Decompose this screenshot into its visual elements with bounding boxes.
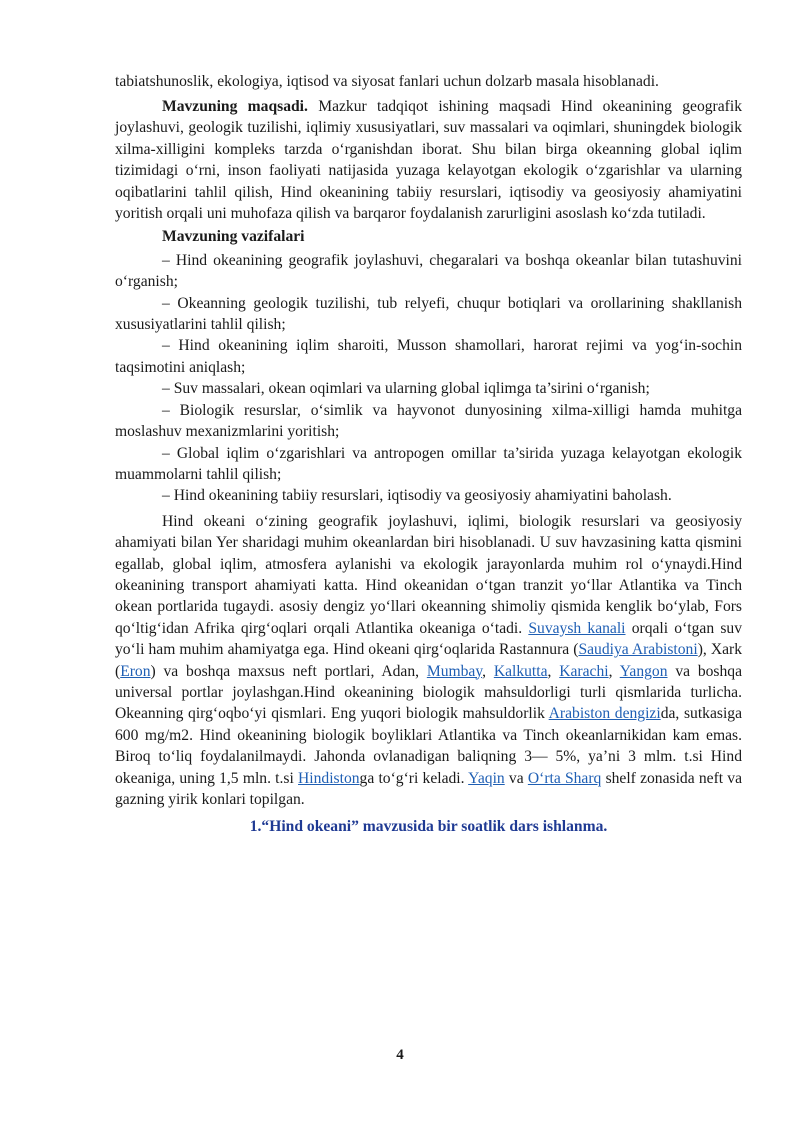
main-text: Hind okeani o‘zining geografik joylashuvi, iqlimi, biologik resurslari va geosiyosiy ahamiyati bilan Yer sharidagi muhim okeanlardan biri hisoblanadi. U suv havzasining katta qismini egallab, global iqlim, atmosfera aylanishi va ekologik jarayonlarda muhim rol o‘ynaydi.Hind okeanining transport ahamiyati katta. Hind okeanidan o‘tgan tranzit yo‘llar Atlantika va Tinch okean portlarida tugaydi. asosiy dengiz yo‘llari okeanning shimoliy qismida kenglik bo‘ylab, Fors qo‘ltig‘idan Afrika qirg‘oqlari orqali Atlantika okeaniga o‘tadi. — [115, 512, 742, 637]
main-paragraph — [115, 511, 742, 811]
goal-label: Mavzuning maqsadi. — [162, 98, 308, 115]
link-saudiya-arabistoni[interactable]: Saudiya Arabistoni — [578, 641, 698, 659]
list-item: – Hind okeanining geografik joylashuvi, chegaralari va boshqa okeanlar bilan tutashuvini o‘rganish; — [115, 251, 742, 291]
main-text: , — [608, 662, 620, 680]
main-text: , — [482, 662, 494, 680]
main-text: va boshqa universal portlar joylashgan.Hind okeanining biologik mahsuldorligi turli qismlarida turlicha. Okeanning qirg‘oqbo‘yi qismlari. Eng yuqori biologik mahsuldorlik — [115, 662, 743, 723]
intro-paragraph: tabiatshunoslik, ekologiya, iqtisod va siyosat fanlari uchun dolzarb masala hisoblanadi. — [115, 73, 659, 90]
link-karachi[interactable]: Karachi — [559, 662, 609, 680]
main-text: da, sutkasiga 600 mg/m2. Hind okeanining biologik boyliklari Atlantika va Tinch okeanlarnikidan kam emas. Biroq to‘liq foydalanilmaydi. Jahonda ovlanadigan baliqning 3— 5%, ya’ni 3 mlm. t.si Hind okeaniga, uning 1,5 mln. t.si — [115, 705, 742, 787]
goal-text: Mazkur tadqiqot ishining maqsadi Hind okeanining geografik joylashuvi, geologik tuzilishi, iqlimiy xususiyatlari, suv massalari va oqimlari, shuningdek biologik xilma-xilligini kompleks tarzda o‘rganishdan iborat. Shu bilan birga okeanning global iqlim tizimidagi o‘rni, inson faoliyati natijasida yuzaga kelayotgan ekologik o‘zgarishlar va ularning oqibatlarini tahlil qilish, Hind okeanining tabiiy resurslari, iqtisodiy va geosiyosiy ahamiyatini yoritish orqali uni muhofaza qilish va barqaror foydalanish zarurligini asoslash ko‘zda tutiladi. — [115, 98, 742, 223]
link-arabiston-dengizi[interactable]: Arabiston dengizi — [548, 705, 661, 723]
main-text: , — [547, 662, 560, 680]
link-suvaysh-kanali[interactable]: Suvaysh kanali — [528, 619, 626, 637]
link-yaqin[interactable]: Yaqin — [468, 769, 505, 787]
link-orta-sharq[interactable]: O‘rta Sharq — [527, 769, 602, 787]
list-item: – Hind okeanining tabiiy resurslari, iqtisodiy va geosiyosiy ahamiyatini baholash. — [162, 487, 672, 505]
main-text: orqali o‘tgan suv yo‘li ham muhim ahamiyatga ega. Hind okeani qirg‘oqlarida Rastannura ( — [115, 619, 742, 659]
link-kalkutta[interactable]: Kalkutta — [493, 662, 548, 680]
link-hindiston[interactable]: Hindiston — [298, 769, 360, 787]
list-item: – Hind okeanining iqlim sharoiti, Musson shamollari, harorat rejimi va yog‘in-sochin taqsimotini aniqlash; — [115, 337, 742, 376]
main-text: ), Xark ( — [115, 641, 742, 680]
main-text: shelf zonasida neft va gazning yirik konlari topilgan. — [115, 769, 743, 808]
page-number: 4 — [396, 1047, 404, 1063]
goal-paragraph — [115, 96, 742, 224]
main-text: ) va boshqa maxsus neft portlari, Adan, — [150, 662, 427, 680]
main-text: ga to‘g‘ri keladi. — [359, 769, 469, 787]
list-item: – Suv massalari, okean oqimlari va ularning global iqlimga ta’sirini o‘rganish; — [162, 380, 650, 398]
link-eron[interactable]: Eron — [120, 662, 151, 680]
page-body — [115, 70, 742, 838]
list-item: – Biologik resurslar, o‘simlik va hayvonot dunyosining xilma-xilligi hamda muhitga moslashuv mexanizmlarini yoritish; — [115, 401, 742, 441]
main-text: va — [504, 769, 528, 787]
tasks-list — [115, 250, 742, 507]
link-mumbay[interactable]: Mumbay — [426, 662, 483, 680]
link-yangon[interactable]: Yangon — [619, 662, 668, 680]
list-item: – Global iqlim o‘zgarishlari va antropogen omillar ta’sirida yuzaga kelayotgan ekologik muammolarni tahlil qilish; — [115, 444, 742, 483]
tasks-heading: Mavzuning vazifalari — [162, 228, 305, 246]
list-item: – Okeanning geologik tuzilishi, tub relyefi, chuqur botiqlari va orollarining shakllanish xususiyatlarini tahlil qilish; — [115, 294, 742, 334]
section-caption: 1.“Hind okeani” mavzusida bir soatlik dars ishlanma. — [249, 818, 608, 836]
